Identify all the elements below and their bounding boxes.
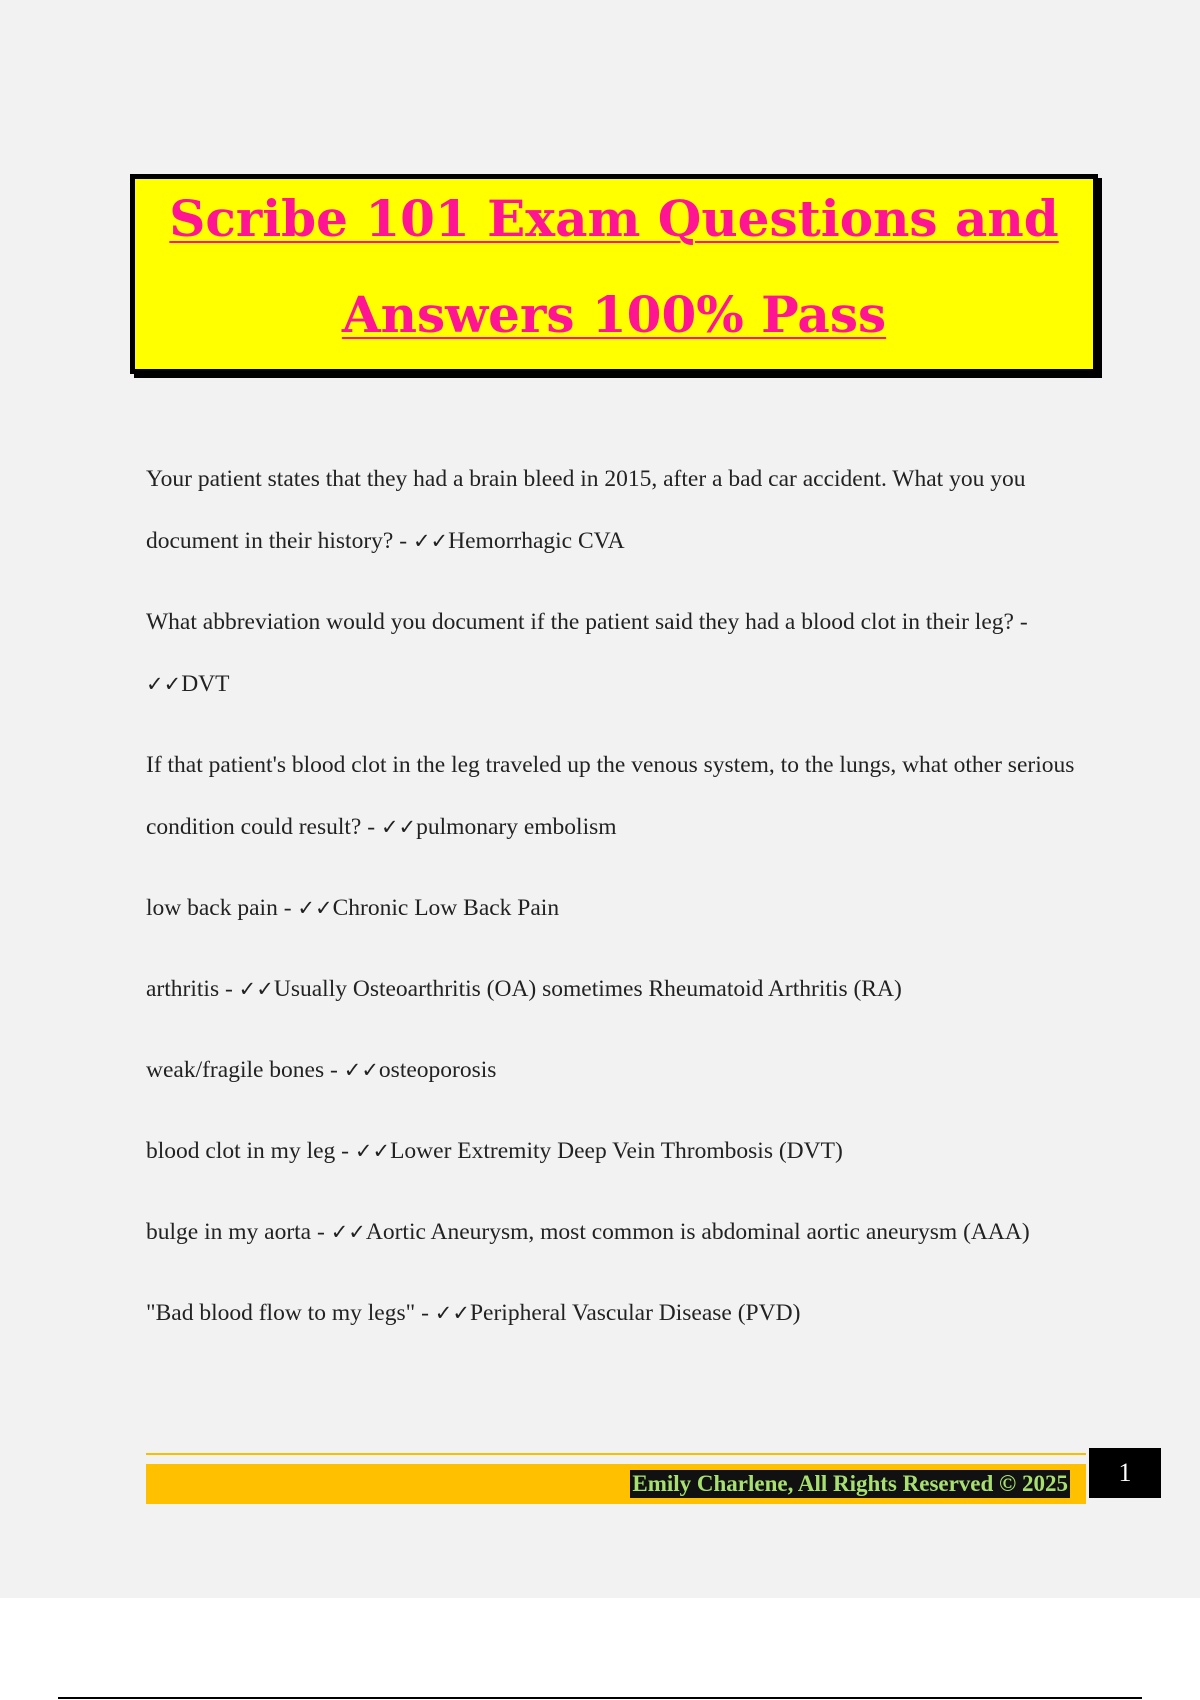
qa-list xyxy=(146,448,1096,1363)
answer-text: Usually Osteoarthritis (OA) sometimes Rheumatoid Arthritis (RA) xyxy=(273,976,902,1002)
separator: - xyxy=(393,528,413,554)
qa-item xyxy=(146,734,1096,858)
double-check-icon: ✓✓ xyxy=(434,1301,470,1325)
footer-bar xyxy=(146,1464,1086,1504)
separator: - xyxy=(219,976,239,1002)
qa-item xyxy=(146,1282,1096,1344)
double-check-icon: ✓✓ xyxy=(380,815,417,839)
separator: - xyxy=(335,1138,355,1164)
double-check-icon: ✓✓ xyxy=(330,1220,366,1244)
question-text: If that patient's blood clot in the leg traveled up the venous system, to the lungs, what other serious condition could result? xyxy=(146,752,1075,840)
title-line-2: Answers 100% Pass xyxy=(341,285,887,344)
separator: - xyxy=(415,1300,435,1326)
separator: - xyxy=(324,1057,344,1083)
title-box xyxy=(130,174,1098,374)
answer-text: Peripheral Vascular Disease (PVD) xyxy=(469,1300,801,1326)
answer-text: Chronic Low Back Pain xyxy=(332,895,560,921)
question-text: "Bad blood flow to my legs" xyxy=(146,1300,416,1326)
answer-text: DVT xyxy=(181,671,230,697)
separator: - xyxy=(311,1219,331,1245)
qa-item xyxy=(146,877,1096,939)
qa-item xyxy=(146,958,1096,1020)
answer-text: Lower Extremity Deep Vein Thrombosis (DVT) xyxy=(390,1138,843,1164)
qa-item xyxy=(146,1201,1096,1263)
answer-text: osteoporosis xyxy=(378,1057,497,1083)
copyright-text: Emily Charlene, All Rights Reserved © 2025 xyxy=(632,1471,1068,1496)
separator: - xyxy=(361,814,381,840)
question-text: weak/fragile bones xyxy=(146,1057,325,1083)
title-line-1: Scribe 101 Exam Questions and xyxy=(169,189,1059,248)
answer-text: Aortic Aneurysm, most common is abdominal aortic aneurysm (AAA) xyxy=(365,1219,1030,1245)
double-check-icon: ✓✓ xyxy=(297,896,333,920)
footer-divider xyxy=(146,1453,1086,1455)
qa-item xyxy=(146,591,1096,715)
qa-item xyxy=(146,1120,1096,1182)
qa-item xyxy=(146,1039,1096,1101)
separator: - xyxy=(277,895,298,921)
question-text: low back pain xyxy=(146,895,278,921)
double-check-icon: ✓✓ xyxy=(146,672,182,696)
answer-text: pulmonary embolism xyxy=(416,814,617,840)
double-check-icon: ✓✓ xyxy=(343,1058,379,1082)
page-separator xyxy=(58,1697,1142,1699)
qa-item xyxy=(146,448,1096,572)
question-text: arthritis xyxy=(146,976,220,1002)
page-number: 1 xyxy=(1089,1448,1161,1498)
double-check-icon: ✓✓ xyxy=(238,977,274,1001)
question-text: Your patient states that they had a brain bleed in 2015, after a bad car accident. What you you document in their history? xyxy=(146,466,1026,554)
separator: - xyxy=(1013,609,1028,635)
question-text: What abbreviation would you document if the patient said they had a blood clot in their leg? xyxy=(146,609,1014,635)
double-check-icon: ✓✓ xyxy=(412,529,449,553)
question-text: bulge in my aorta xyxy=(146,1219,312,1245)
double-check-icon: ✓✓ xyxy=(354,1139,391,1163)
question-text: blood clot in my leg xyxy=(146,1138,336,1164)
answer-text: Hemorrhagic CVA xyxy=(448,528,625,554)
